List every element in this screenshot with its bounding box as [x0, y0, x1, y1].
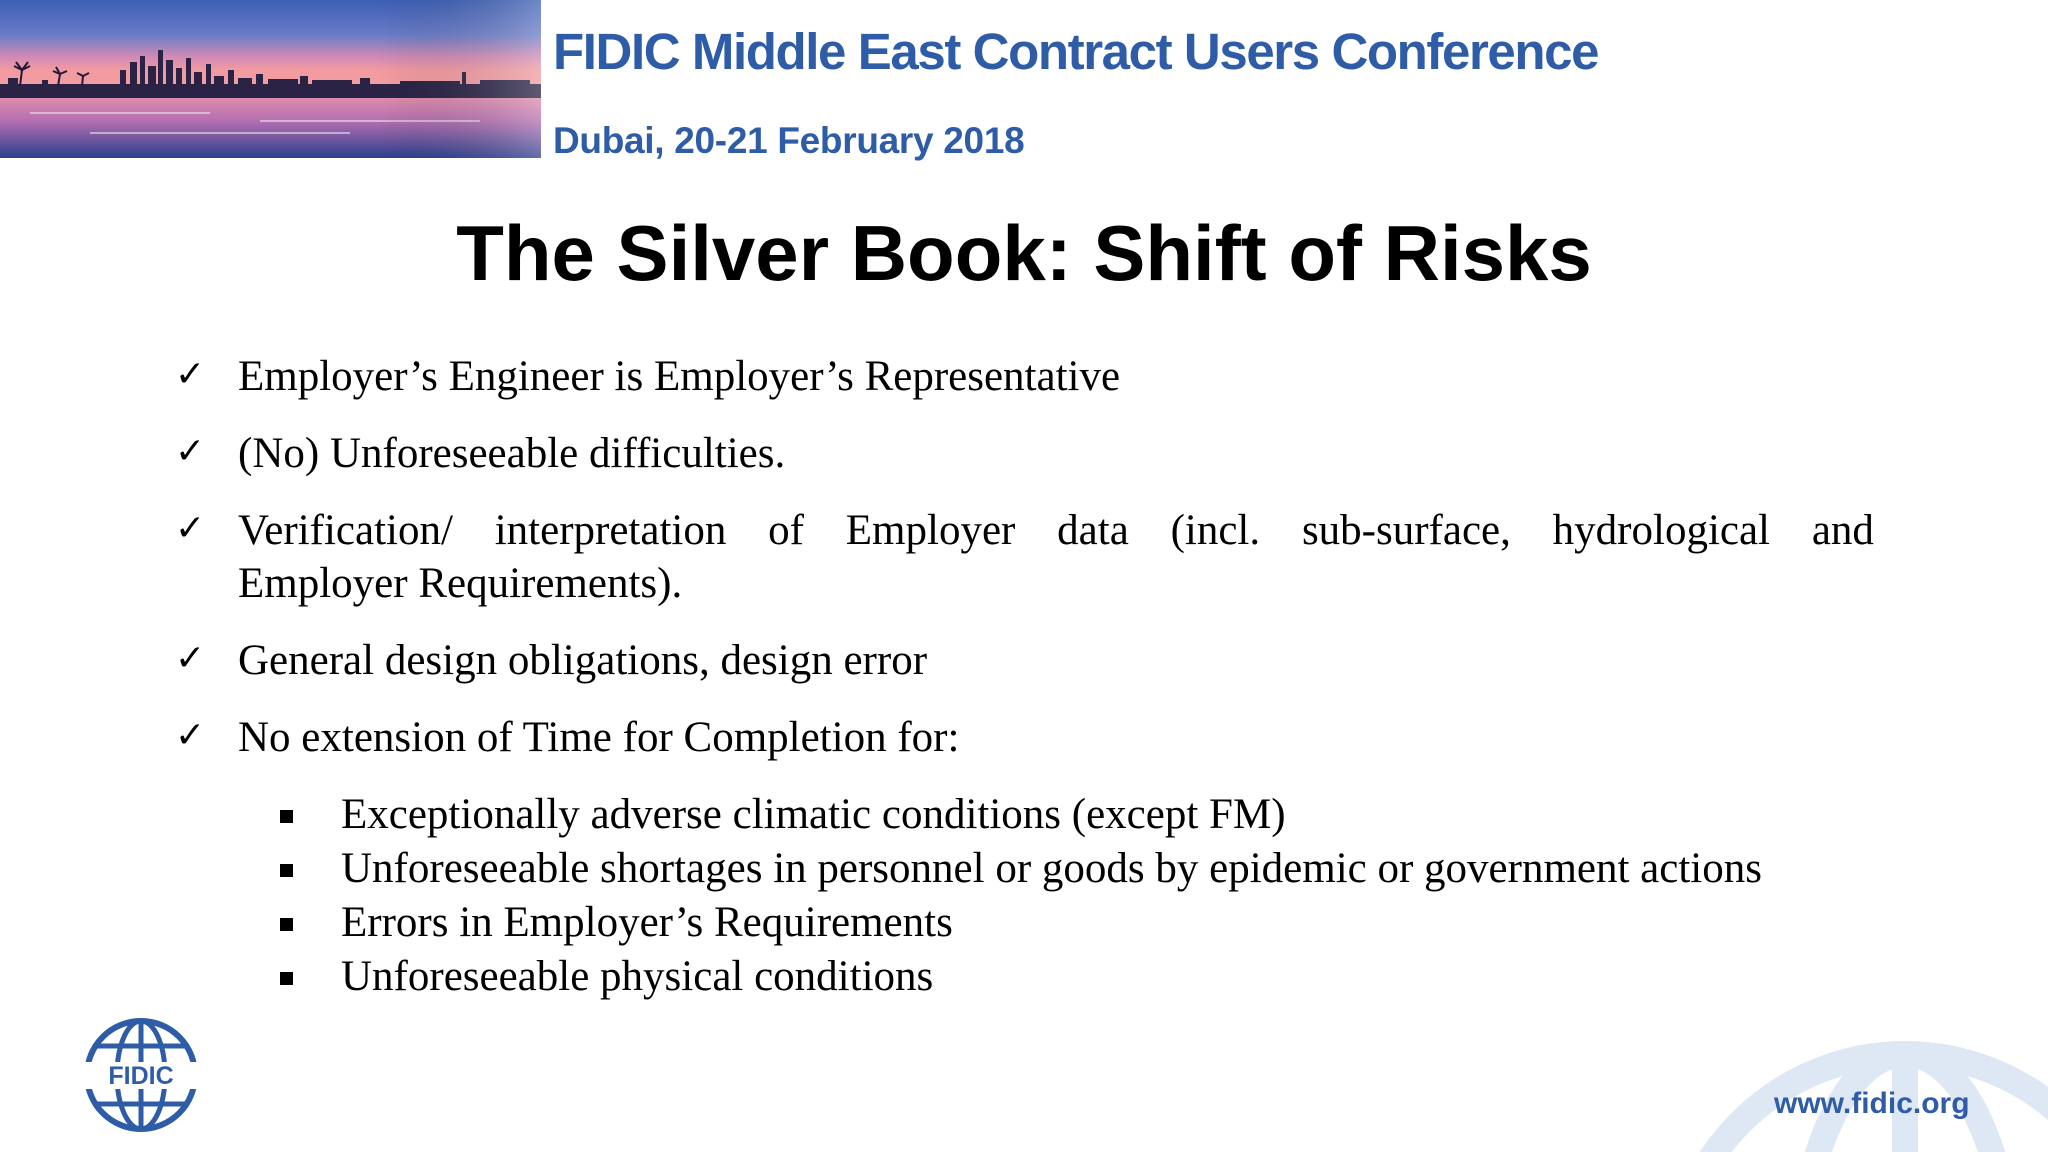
- logo-text: FIDIC: [108, 1062, 174, 1090]
- continuation-line: Employer Requirements).: [238, 560, 683, 607]
- conference-title: FIDIC Middle East Contract Users Conference: [553, 23, 1599, 80]
- word: and: [1811, 507, 1874, 554]
- checkmark-icon: ✓: [175, 715, 206, 756]
- word: hydrological: [1552, 507, 1771, 554]
- slide-title: The Silver Book: Shift of Risks: [456, 209, 1592, 297]
- checklist-item-text: [238, 504, 1874, 610]
- square-bullet-icon: [280, 918, 293, 931]
- checkmark-icon: ✓: [175, 638, 206, 679]
- sub-list-item-text: Unforeseeable shortages in personnel or goods by epidemic or government actions: [341, 845, 1762, 892]
- word: interpretation: [494, 507, 727, 554]
- sub-list-item-text: Exceptionally adverse climatic conditions (except FM): [341, 791, 1286, 838]
- fidic-logo: [84, 1018, 198, 1132]
- square-bullet-icon: [280, 810, 293, 823]
- checklist-item-text: No extension of Time for Completion for:: [238, 714, 960, 761]
- header-banner-image: [0, 0, 541, 158]
- checklist-item-text: (No) Unforeseeable difficulties.: [238, 430, 786, 477]
- word: Employer: [845, 507, 1016, 554]
- square-bullet-icon: [280, 972, 293, 985]
- checkmark-icon: ✓: [175, 508, 206, 549]
- word: sub-surface,: [1301, 507, 1511, 554]
- checklist-item-text: Employer’s Engineer is Employer’s Representative: [238, 353, 1121, 400]
- checkmark-icon: ✓: [175, 354, 206, 395]
- sub-list-item-text: Unforeseeable physical conditions: [341, 953, 934, 1000]
- footer-url: www.fidic.org: [1774, 1087, 1970, 1120]
- word: data: [1057, 507, 1129, 554]
- word: Verification/: [238, 507, 453, 554]
- checklist-item-text: General design obligations, design error: [238, 637, 928, 684]
- word: of: [768, 507, 804, 554]
- square-bullet-icon: [280, 864, 293, 877]
- conference-date-location: Dubai, 20-21 February 2018: [553, 120, 1025, 161]
- word: (incl.: [1170, 507, 1261, 554]
- checkmark-icon: ✓: [175, 431, 206, 472]
- sub-list-item-text: Errors in Employer’s Requirements: [341, 899, 953, 946]
- justified-line: [238, 504, 1874, 557]
